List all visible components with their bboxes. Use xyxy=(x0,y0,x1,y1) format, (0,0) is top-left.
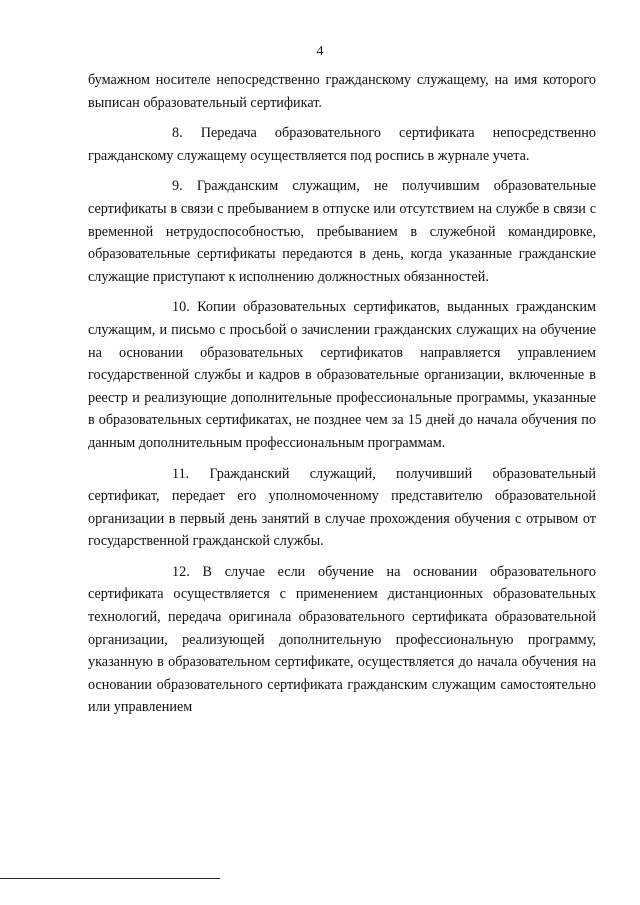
item-number: 11. xyxy=(172,465,190,482)
footer-divider xyxy=(0,878,220,879)
paragraph-text: В случае если обучение на основании образовательного сертификата осуществляется с применением дистанционных образовательных технологий, передача оригинала образовательного сертификата образовательной организации, реализующей дополнительную профессиональную программу, указанную в образовательном сертификате, осуществляется до начала обучения на основании образовательного сертификата гражданским служащим самостоятельно или управлением xyxy=(88,563,596,716)
item-number: 12. xyxy=(172,563,190,580)
paragraph-item-11 xyxy=(88,463,596,553)
paragraph-text: Копии образовательных сертификатов, выданных гражданским служащим, и письмо с просьбой о зачислении гражданских служащих на обучение на основании образовательных сертификатов направляется управлением государственной службы и кадров в образовательные организации, включенные в реестр и реализующие дополнительные профессиональные программы, указанные в образовательных сертификатах, не позднее чем за 15 дней до начала обучения по данным дополнительным профессиональным программам. xyxy=(88,299,596,451)
paragraph-item-8 xyxy=(88,122,596,167)
paragraph-item-12 xyxy=(88,561,596,719)
paragraph-item-10 xyxy=(88,296,596,454)
paragraph-text: бумажном носителе непосредственно гражданскому служащему, на имя которого выписан образовательный сертификат. xyxy=(88,72,596,111)
item-number: 10. xyxy=(172,299,190,316)
paragraph-continuation xyxy=(88,69,596,114)
document-body xyxy=(88,69,596,727)
paragraph-item-9 xyxy=(88,175,596,288)
page-number: 4 xyxy=(316,44,324,59)
paragraph-text: Гражданским служащим, не получившим образовательные сертификаты в связи с пребыванием в отпуске или отсутствием на службе в связи с временной нетрудоспособностью, пребыванием в служебной командировке, образовательные сертификаты передаются в день, когда указанные гражданские служащие приступают к исполнению должностных обязанностей. xyxy=(88,178,596,285)
paragraph-text: Передача образовательного сертификата непосредственно гражданскому служащему осуществляется под роспись в журнале учета. xyxy=(88,125,596,164)
paragraph-text: Гражданский служащий, получивший образовательный сертификат, передает его уполномоченному представителю образовательной организации в первый день занятий в случае прохождения обучения с отрывом от государственной гражданской службы. xyxy=(88,465,597,550)
item-number: 9. xyxy=(172,178,183,195)
item-number: 8. xyxy=(172,125,183,142)
